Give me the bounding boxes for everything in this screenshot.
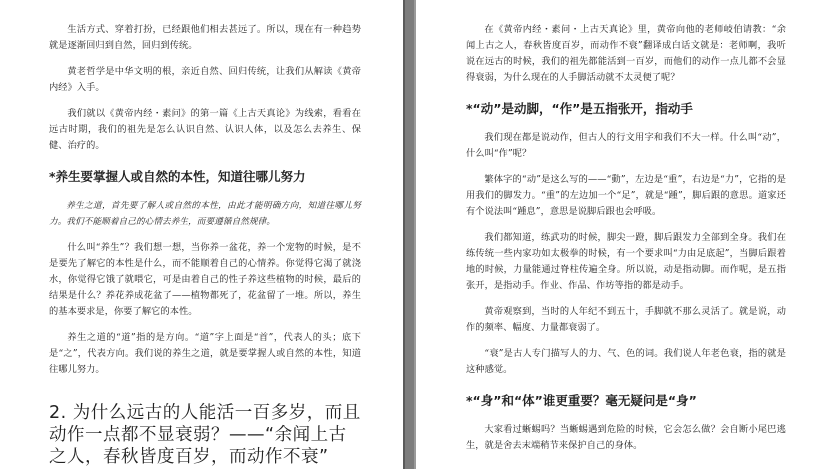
left-page-text-column (49, 22, 361, 468)
paragraph: 养生之道的“道”指的是方向。“道”字上面是“首”，代表人的头；底下是“之”，代表方向。我们说的养生之道，就是要掌握人或自然的本性，知道往哪儿努力。 (49, 332, 361, 375)
paragraph: 什么叫“养生”？我们想一想，当你养一盆花，养一个宠物的时候，是不是要先了解它的本性是什么，而不能顺着自己的心情养。你觉得它渴了就浇水，你觉得它饿了就喂它，可是由着自己的性子养这些植物的时候，最后的结果是什么？养花养成花盆了——植物都死了，花盆留了一堆。所以，养生的基本要求是，你要了解它的本性。 (49, 242, 361, 317)
section-heading: *“动”是动脚，“作”是五指张开，指动手 (466, 101, 693, 116)
paragraph: 大家看过蜥蜴吗？当蜥蜴遇到危险的时候，它会怎么做？会自断小尾巴逃生，就是舍去末端稍节来保护自己的身体。 (466, 424, 786, 451)
page-gutter-divider (403, 0, 416, 469)
right-page-text-column (466, 22, 786, 454)
chapter-title: 2. 为什么远古的人能活一百多岁，而且动作一点都不显衰弱？——“余闻上古之人，春秋皆度百岁，而动作不衰” (49, 403, 361, 467)
paragraph: 在《黄帝内经・素问・上古天真论》里，黄帝向他的老师岐伯请教：“余闻上古之人，春秋皆度百岁，而动作不衰”翻译成白话文就是：老师啊，我听说在远古的时候，我们的祖先都能活到一百岁，而他们的动作一点儿都不会显得衰弱，为什么现在的人手脚活动就不太灵便了呢？ (466, 24, 786, 83)
right-page (416, 0, 819, 469)
section-heading: *养生要掌握人或自然的本性，知道往哪儿努力 (49, 169, 306, 184)
paragraph: 黄老哲学是中华文明的根，亲近自然、回归传统，让我们从解读《黄帝内经》入手。 (49, 66, 361, 93)
paragraph: 我们都知道，练武功的时候，脚尖一蹬，脚后跟发力全部到全身。我们在练传统一些内家功如太极拳的时候，有一个要求叫“力由足底起”，当脚后跟着地的时候，力量能通过脊柱传遍全身。所以说，动是指动脚。而作呢，是五指张开，是指动手。作业、作品、作坊等指的都是动手。 (466, 232, 786, 291)
paragraph: 我们就以《黄帝内经・素问》的第一篇《上古天真论》为线索，看看在远古时期，我们的祖先是怎么认识自然、认识人体，以及怎么去养生、保健、治疗的。 (49, 108, 361, 151)
paragraph: 繁体字的“动”是这么写的——“動”，左边是“重”，右边是“力”，它指的是用我们的脚发力。“重”的左边加一个“足”，就是“踵”，脚后跟的意思。道家还有个说法叫“踵息”，意思是说脚后跟也会呼吸。 (466, 174, 786, 217)
section-heading: *“身”和“体”谁更重要？毫无疑问是“身” (466, 393, 697, 408)
left-page (0, 0, 403, 469)
paragraph: 生活方式、穿着打扮，已经跟他们相去甚远了。所以，现在有一种趋势就是逐渐回归到自然，回归到传统。 (49, 24, 361, 51)
paragraph: 我们现在都是说动作，但古人的行文用字和我们不大一样。什么叫“动”，什么叫“作”呢？ (466, 132, 786, 159)
paragraph: “衰”是古人专门描写人的力、气、色的词。我们说人年老色衰，指的就是这种感觉。 (466, 348, 786, 375)
paragraph: 黄帝观察到，当时的人年纪不到五十，手脚就不那么灵活了。就是说，动作的频率、幅度、力量都衰弱了。 (466, 306, 786, 333)
quote-paragraph: 养生之道，首先要了解人或自然的本性，由此才能明确方向，知道往哪儿努力。我们不能顺着自己的心情去养生，而要遵循自然规律。 (49, 201, 361, 227)
